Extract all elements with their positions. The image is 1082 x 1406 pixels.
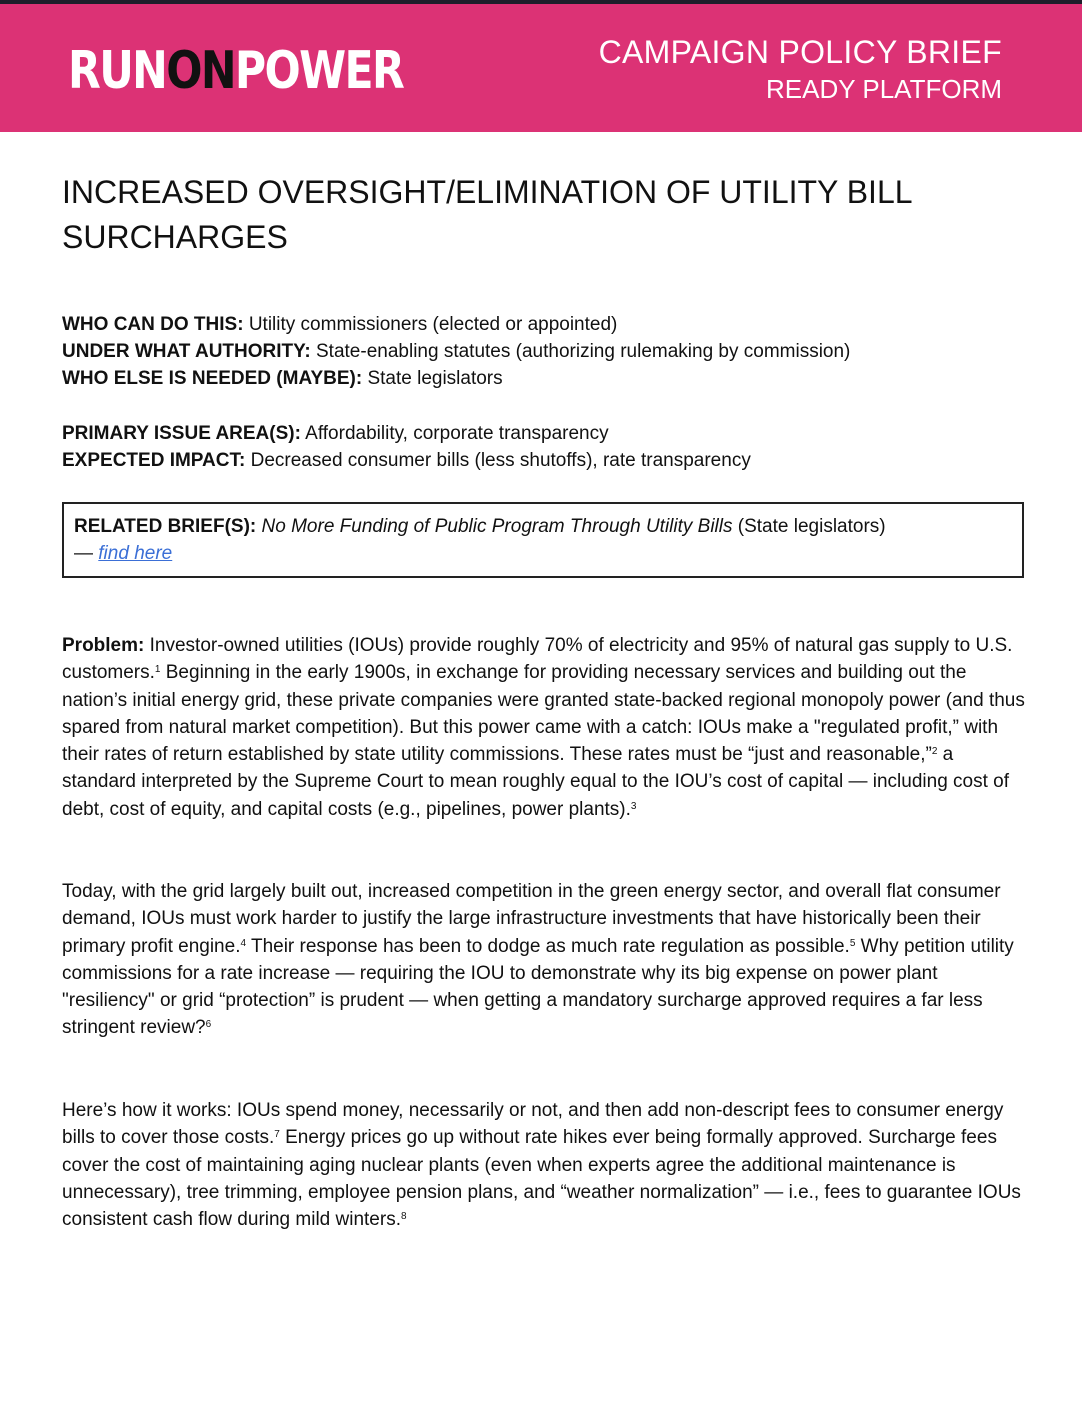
issue-line xyxy=(62,420,1042,447)
header-banner xyxy=(0,4,1082,132)
logo-part-on: ON xyxy=(166,41,235,101)
else-value: State legislators xyxy=(362,368,503,389)
footnote-5[interactable]: 5 xyxy=(849,937,856,949)
authority-block xyxy=(62,311,1042,392)
impact-label: EXPECTED IMPACT: xyxy=(62,450,246,471)
footnote-2[interactable]: 2 xyxy=(931,746,938,758)
footnote-6[interactable]: 6 xyxy=(205,1019,212,1031)
authority-line xyxy=(62,338,1042,365)
p2-text-b: Their response has been to dodge as much rate regulation as possible. xyxy=(246,935,850,957)
find-here-link[interactable]: find here xyxy=(98,543,173,564)
authority-value: State-enabling statutes (authorizing rulemaking by commission) xyxy=(310,341,851,362)
p2-text-c: Why petition utility commissions for a rate increase — requiring the IOU to demonstrate why its big expense on power plant "resiliency" or grid “protection” is prudent — when getting a mandatory surcharge approved requires a far less stringent review? xyxy=(62,935,1014,1039)
logo-part-run: RUN xyxy=(68,41,167,101)
else-line xyxy=(62,365,1042,392)
related-brief-title: No More Funding of Public Program Through Utility Bills xyxy=(261,516,733,537)
header-title: CAMPAIGN POLICY BRIEF xyxy=(598,34,1002,70)
impact-value: Decreased consumer bills (less shutoffs), rate transparency xyxy=(245,450,751,471)
p2-text-a: Today, with the grid largely built out, increased competition in the green energy sector, and overall flat consumer demand, IOUs must work harder to justify the large infrastructure investments that have historically been their primary profit engine. xyxy=(62,881,1001,957)
footnote-8[interactable]: 8 xyxy=(400,1211,407,1223)
authority-label: UNDER WHAT AUTHORITY: xyxy=(62,341,311,362)
related-label: RELATED BRIEF(S): xyxy=(74,516,257,537)
p3-text-b: Energy prices go up without rate hikes ever being formally approved. Surcharge fees cover the cost of maintaining aging nuclear plants (even when experts agree the additional maintenance is unnecessary), tree trimming, employee pension plans, and “weather normalization” — i.e., fees to guarantee IOUs consistent cash flow during mild winters. xyxy=(62,1127,1021,1231)
impact-block xyxy=(62,420,1042,474)
footnote-3[interactable]: 3 xyxy=(630,800,637,812)
problem-paragraph xyxy=(62,632,1027,823)
footnote-1[interactable]: 1 xyxy=(154,664,161,676)
header-titles xyxy=(599,34,1002,106)
impact-line xyxy=(62,447,1042,474)
footnote-7[interactable]: 7 xyxy=(274,1129,280,1141)
p1-text-a: Investor-owned utilities (IOUs) provide roughly 70% of electricity and 95% of natural gas supply to U.S. customers. xyxy=(62,635,1013,684)
who-value: Utility commissioners (elected or appointed) xyxy=(243,314,618,335)
who-line xyxy=(62,311,1042,338)
today-paragraph xyxy=(62,878,1027,1042)
logo-part-power: POWER xyxy=(234,41,404,101)
related-briefs-box xyxy=(62,502,1024,578)
problem-label: Problem: xyxy=(62,635,145,656)
how-it-works-paragraph xyxy=(62,1097,1027,1233)
p1-text-b: Beginning in the early 1900s, in exchange for providing necessary services and building out the nation’s initial energy grid, these private companies were granted state-backed regional monopoly power (and thus spared from natural market competition). But this power came with a catch: IOUs make a "regulated profit,” with their rates of return established by state utility commissions. These rates must be “just and reasonable,” xyxy=(62,662,1025,766)
p3-text-a: Here’s how it works: IOUs spend money, necessarily or not, and then add non-descript fees to consumer energy bills to cover those costs. xyxy=(62,1100,1004,1149)
related-audience: (State legislators) xyxy=(732,516,886,537)
issue-value: Affordability, corporate transparency xyxy=(300,423,609,444)
who-label: WHO CAN DO THIS: xyxy=(62,314,244,335)
document-title: INCREASED OVERSIGHT/ELIMINATION OF UTILITY BILL SURCHARGES xyxy=(62,174,912,255)
p1-text-c: a standard interpreted by the Supreme Court to mean roughly equal to the IOU’s cost of capital — including cost of debt, cost of equity, and capital costs (e.g., pipelines, power plants). xyxy=(62,744,1010,820)
else-label: WHO ELSE IS NEEDED (MAYBE): xyxy=(62,368,363,389)
issue-label: PRIMARY ISSUE AREA(S): xyxy=(62,423,301,444)
header-subtitle: READY PLATFORM xyxy=(766,74,1002,104)
footnote-4[interactable]: 4 xyxy=(240,937,247,949)
run-on-power-logo xyxy=(68,40,403,102)
related-dash: — xyxy=(74,543,99,564)
